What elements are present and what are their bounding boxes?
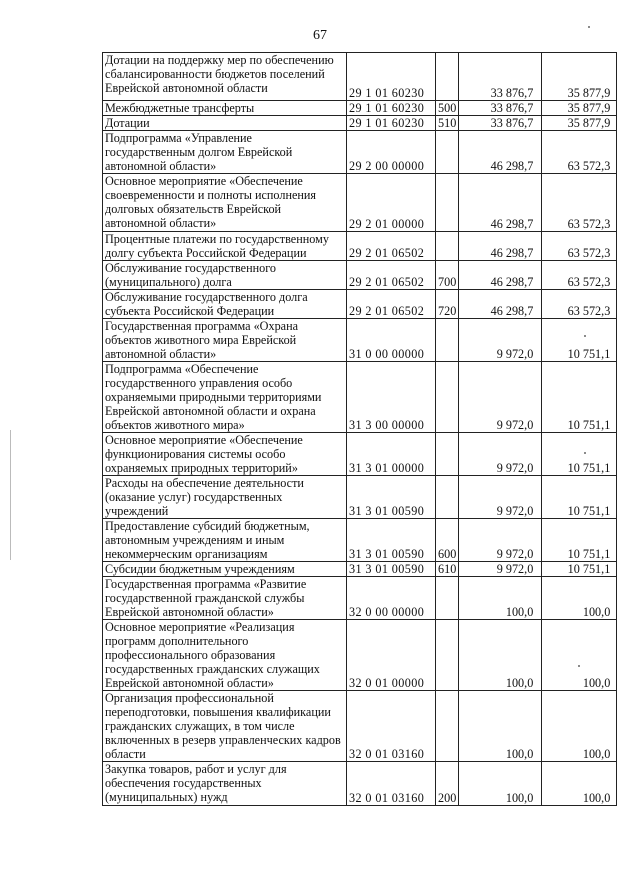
table-row <box>103 476 617 519</box>
row-name-cell: Субсидии бюджетным учреждениям <box>103 562 347 577</box>
row-value-year1-cell: 9 972,0 <box>459 362 542 433</box>
scan-speck <box>588 26 590 28</box>
row-value-year2-cell: 10 751,1 <box>542 476 617 519</box>
row-value-year2-cell: 63 572,3 <box>542 131 617 174</box>
table-row <box>103 319 617 362</box>
row-name-cell: Государственная программа «Развитие государственной гражданской службы Еврейской автономной области» <box>103 577 347 620</box>
row-expense-type-cell: 510 <box>436 116 459 131</box>
table-row <box>103 762 617 806</box>
row-value-year2-cell: 100,0 <box>542 577 617 620</box>
row-name-cell: Закупка товаров, работ и услуг для обеспечения государственных (муниципальных) нужд <box>103 762 347 806</box>
row-expense-type-cell <box>436 131 459 174</box>
row-expense-type-cell <box>436 232 459 261</box>
row-value-year1-cell: 33 876,7 <box>459 101 542 116</box>
table-row <box>103 691 617 762</box>
row-value-year2-cell: 63 572,3 <box>542 174 617 232</box>
row-name-cell: Основное мероприятие «Обеспечение функционирования системы особо охраняемых природных территорий» <box>103 433 347 476</box>
row-name-cell: Дотации на поддержку мер по обеспечению сбалансированности бюджетов поселений Еврейской автономной области <box>103 53 347 101</box>
row-value-year2-cell: 35 877,9 <box>542 101 617 116</box>
row-expense-type-cell: 600 <box>436 519 459 562</box>
row-code-cell: 29 2 01 06502 <box>347 261 436 290</box>
row-value-year2-cell: 10 751,1 <box>542 319 617 362</box>
row-value-year1-cell: 46 298,7 <box>459 290 542 319</box>
table-row <box>103 232 617 261</box>
row-value-year2-cell: 63 572,3 <box>542 261 617 290</box>
row-value-year1-cell: 46 298,7 <box>459 174 542 232</box>
table-row <box>103 101 617 116</box>
scan-speck <box>584 335 586 337</box>
table-row <box>103 433 617 476</box>
row-value-year1-cell: 33 876,7 <box>459 116 542 131</box>
row-name-cell: Обслуживание государственного (муниципального) долга <box>103 261 347 290</box>
row-value-year1-cell: 46 298,7 <box>459 131 542 174</box>
row-name-cell: Подпрограмма «Обеспечение государственного управления особо охраняемыми природными территориями Еврейской автономной области и охрана объектов животного мира» <box>103 362 347 433</box>
row-expense-type-cell: 500 <box>436 101 459 116</box>
budget-table-body <box>103 53 617 806</box>
row-expense-type-cell <box>436 362 459 433</box>
row-value-year1-cell: 46 298,7 <box>459 232 542 261</box>
row-code-cell: 29 2 01 00000 <box>347 174 436 232</box>
row-code-cell: 29 1 01 60230 <box>347 101 436 116</box>
row-name-cell: Организация профессиональной переподготовки, повышения квалификации гражданских служащих, в том числе включенных в резерв управленческих кадров области <box>103 691 347 762</box>
table-row <box>103 562 617 577</box>
row-name-cell: Основное мероприятие «Реализация программ дополнительного профессионального образования государственных гражданских служащих Еврейской автономной области» <box>103 620 347 691</box>
row-code-cell: 31 3 01 00590 <box>347 519 436 562</box>
row-name-cell: Дотации <box>103 116 347 131</box>
table-row <box>103 362 617 433</box>
row-code-cell: 32 0 01 03160 <box>347 691 436 762</box>
row-value-year1-cell: 46 298,7 <box>459 261 542 290</box>
row-value-year1-cell: 100,0 <box>459 577 542 620</box>
scan-speck <box>584 452 586 454</box>
row-expense-type-cell <box>436 691 459 762</box>
budget-table <box>102 52 617 806</box>
row-expense-type-cell: 200 <box>436 762 459 806</box>
row-expense-type-cell: 610 <box>436 562 459 577</box>
row-expense-type-cell <box>436 433 459 476</box>
row-value-year1-cell: 9 972,0 <box>459 433 542 476</box>
row-name-cell: Предоставление субсидий бюджетным, автономным учреждениям и иным некоммерческим организациям <box>103 519 347 562</box>
table-row <box>103 577 617 620</box>
row-expense-type-cell <box>436 620 459 691</box>
row-name-cell: Обслуживание государственного долга субъекта Российской Федерации <box>103 290 347 319</box>
row-code-cell: 31 3 01 00590 <box>347 562 436 577</box>
row-code-cell: 31 3 01 00590 <box>347 476 436 519</box>
row-expense-type-cell: 720 <box>436 290 459 319</box>
row-value-year2-cell: 100,0 <box>542 620 617 691</box>
row-expense-type-cell: 700 <box>436 261 459 290</box>
row-value-year1-cell: 9 972,0 <box>459 476 542 519</box>
row-expense-type-cell <box>436 319 459 362</box>
row-expense-type-cell <box>436 476 459 519</box>
row-value-year2-cell: 10 751,1 <box>542 362 617 433</box>
row-code-cell: 29 2 00 00000 <box>347 131 436 174</box>
row-value-year1-cell: 9 972,0 <box>459 562 542 577</box>
table-row <box>103 620 617 691</box>
row-value-year2-cell: 63 572,3 <box>542 232 617 261</box>
row-value-year1-cell: 33 876,7 <box>459 53 542 101</box>
row-expense-type-cell <box>436 53 459 101</box>
row-value-year2-cell: 10 751,1 <box>542 562 617 577</box>
row-name-cell: Межбюджетные трансферты <box>103 101 347 116</box>
row-value-year1-cell: 9 972,0 <box>459 319 542 362</box>
row-value-year2-cell: 35 877,9 <box>542 116 617 131</box>
row-code-cell: 32 0 00 00000 <box>347 577 436 620</box>
row-value-year2-cell: 100,0 <box>542 691 617 762</box>
table-row <box>103 131 617 174</box>
row-name-cell: Основное мероприятие «Обеспечение своевременности и полноты исполнения долговых обязательств Еврейской автономной области» <box>103 174 347 232</box>
row-expense-type-cell <box>436 577 459 620</box>
table-row <box>103 174 617 232</box>
row-value-year2-cell: 100,0 <box>542 762 617 806</box>
table-row <box>103 290 617 319</box>
row-code-cell: 29 1 01 60230 <box>347 53 436 101</box>
row-name-cell: Подпрограмма «Управление государственным долгом Еврейской автономной области» <box>103 131 347 174</box>
row-value-year2-cell: 10 751,1 <box>542 519 617 562</box>
table-row <box>103 519 617 562</box>
scan-speck <box>578 665 580 667</box>
row-code-cell: 29 2 01 06502 <box>347 290 436 319</box>
row-value-year2-cell: 63 572,3 <box>542 290 617 319</box>
row-value-year2-cell: 10 751,1 <box>542 433 617 476</box>
row-value-year1-cell: 100,0 <box>459 620 542 691</box>
row-name-cell: Расходы на обеспечение деятельности (оказание услуг) государственных учреждений <box>103 476 347 519</box>
row-name-cell: Процентные платежи по государственному долгу субъекта Российской Федерации <box>103 232 347 261</box>
row-code-cell: 32 0 01 03160 <box>347 762 436 806</box>
row-value-year2-cell: 35 877,9 <box>542 53 617 101</box>
row-value-year1-cell: 100,0 <box>459 691 542 762</box>
row-expense-type-cell <box>436 174 459 232</box>
row-name-cell: Государственная программа «Охрана объектов животного мира Еврейской автономной области» <box>103 319 347 362</box>
scan-edge-mark <box>10 430 11 560</box>
row-value-year1-cell: 100,0 <box>459 762 542 806</box>
page-number: 67 <box>313 28 327 43</box>
table-row <box>103 53 617 101</box>
table-row <box>103 116 617 131</box>
row-code-cell: 29 1 01 60230 <box>347 116 436 131</box>
row-code-cell: 31 3 01 00000 <box>347 433 436 476</box>
row-code-cell: 32 0 01 00000 <box>347 620 436 691</box>
table-row <box>103 261 617 290</box>
row-value-year1-cell: 9 972,0 <box>459 519 542 562</box>
row-code-cell: 29 2 01 06502 <box>347 232 436 261</box>
row-code-cell: 31 3 00 00000 <box>347 362 436 433</box>
row-code-cell: 31 0 00 00000 <box>347 319 436 362</box>
